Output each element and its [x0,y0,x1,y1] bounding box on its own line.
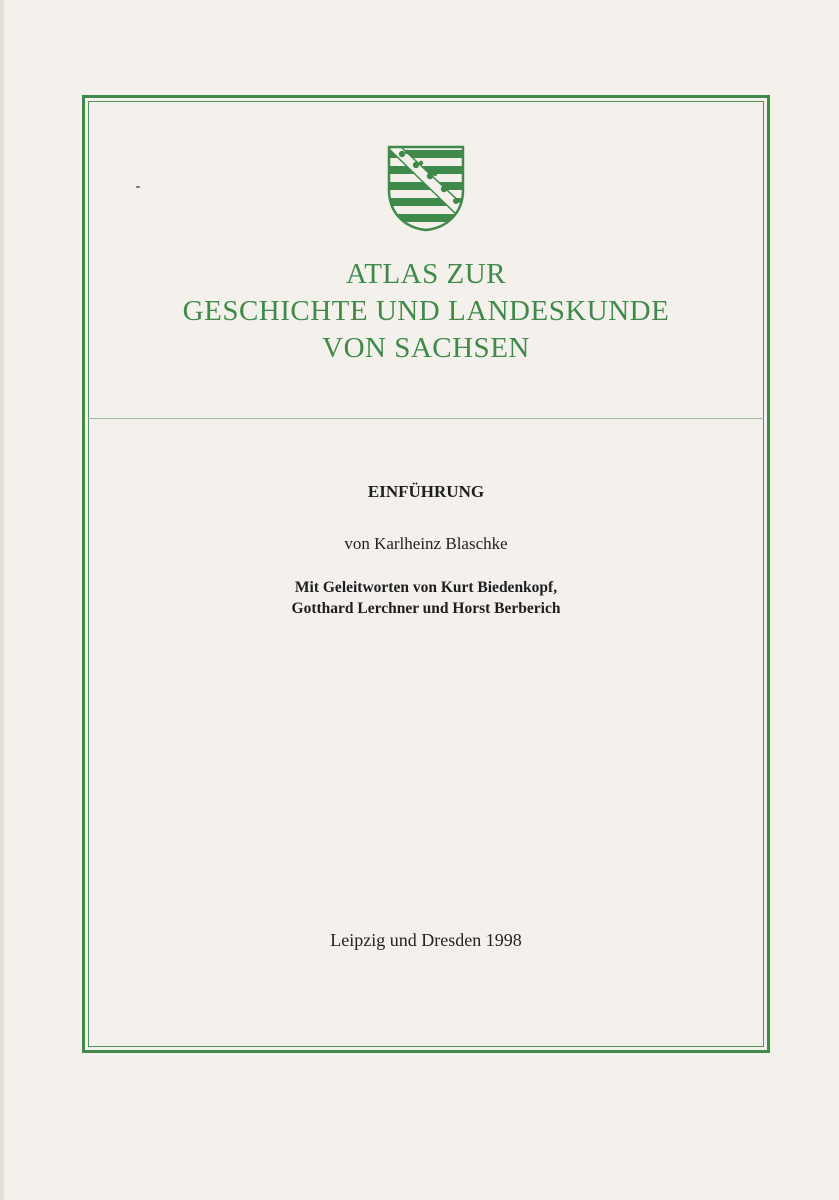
saxony-coat-of-arms-icon [386,144,466,232]
volume-subtitle: EINFÜHRUNG [367,482,485,501]
title-line-2: GESCHICHTE UND LANDESKUNDE [182,295,670,327]
page-edge [0,0,4,1200]
title-line-3: VON SACHSEN [322,332,530,364]
inner-frame [88,101,764,1047]
forewords-credit [88,577,764,619]
forewords-line-1: Mit Geleitworten von Kurt Biedenkopf, [294,579,558,596]
section-divider [88,418,764,419]
author-line: von Karlheinz Blaschke [344,534,508,553]
title-line-1: ATLAS ZUR [346,258,506,290]
atlas-title [88,256,764,367]
forewords-line-2: Gotthard Lerchner und Horst Berberich [291,600,561,617]
imprint-line: Leipzig und Dresden 1998 [330,930,522,950]
